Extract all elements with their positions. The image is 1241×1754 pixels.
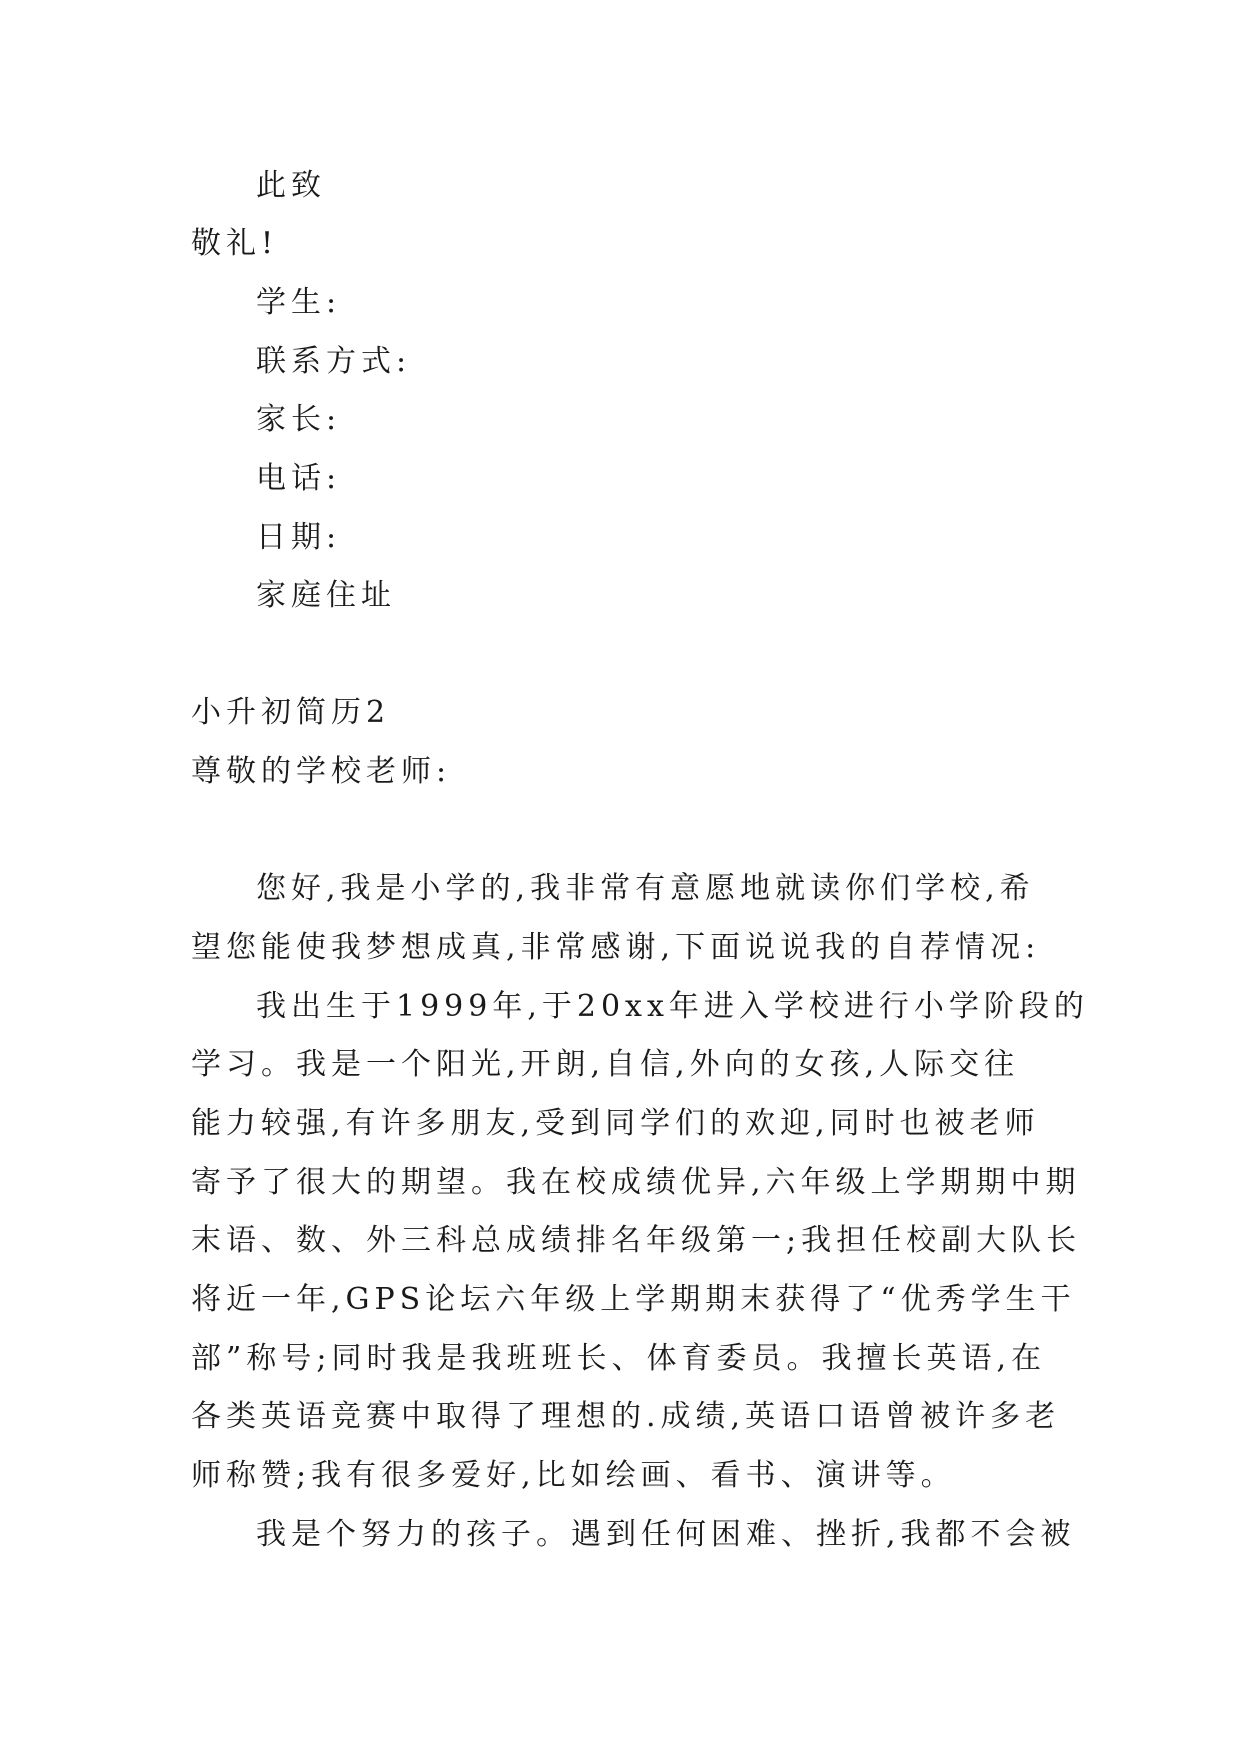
section-title: 小升初简历2 [191,695,391,730]
body-line: 您好,我是小学的,我非常有意愿地就读你们学校,希 [256,871,1035,906]
body-line: 寄予了很大的期望。我在校成绩优异,六年级上学期期中期 [191,1165,1081,1200]
body-line: 部”称号;同时我是我班班长、体育委员。我擅长英语,在 [191,1341,1046,1376]
field-contact: 联系方式: [256,344,412,379]
body-line: 学习。我是一个阳光,开朗,自信,外向的女孩,人际交往 [191,1047,1020,1082]
field-student: 学生: [256,285,342,320]
closing-salutation: 此致 [256,168,326,203]
body-line: 各类英语竞赛中取得了理想的.成绩,英语口语曾被许多老 [191,1399,1061,1434]
body-line: 望您能使我梦想成真,非常感谢,下面说说我的自荐情况: [191,930,1041,965]
body-line: 末语、数、外三科总成绩排名年级第一;我担任校副大队长 [191,1223,1082,1258]
body-line: 我出生于1999年,于20xx年进入学校进行小学阶段的 [256,989,1089,1024]
closing-regards: 敬礼! [191,226,279,261]
field-parent: 家长: [256,402,342,437]
body-line: 我是个努力的孩子。遇到任何困难、挫折,我都不会被 [256,1517,1076,1552]
field-phone: 电话: [256,461,342,496]
letter-greeting: 尊敬的学校老师: [191,754,452,789]
field-date: 日期: [256,520,342,555]
field-address: 家庭住址 [256,578,396,613]
body-line: 能力较强,有许多朋友,受到同学们的欢迎,同时也被老师 [191,1106,1040,1141]
body-line: 师称赞;我有很多爱好,比如绘画、看书、演讲等。 [191,1458,956,1493]
body-line: 将近一年,GPS论坛六年级上学期期末获得了“优秀学生干 [191,1282,1076,1317]
